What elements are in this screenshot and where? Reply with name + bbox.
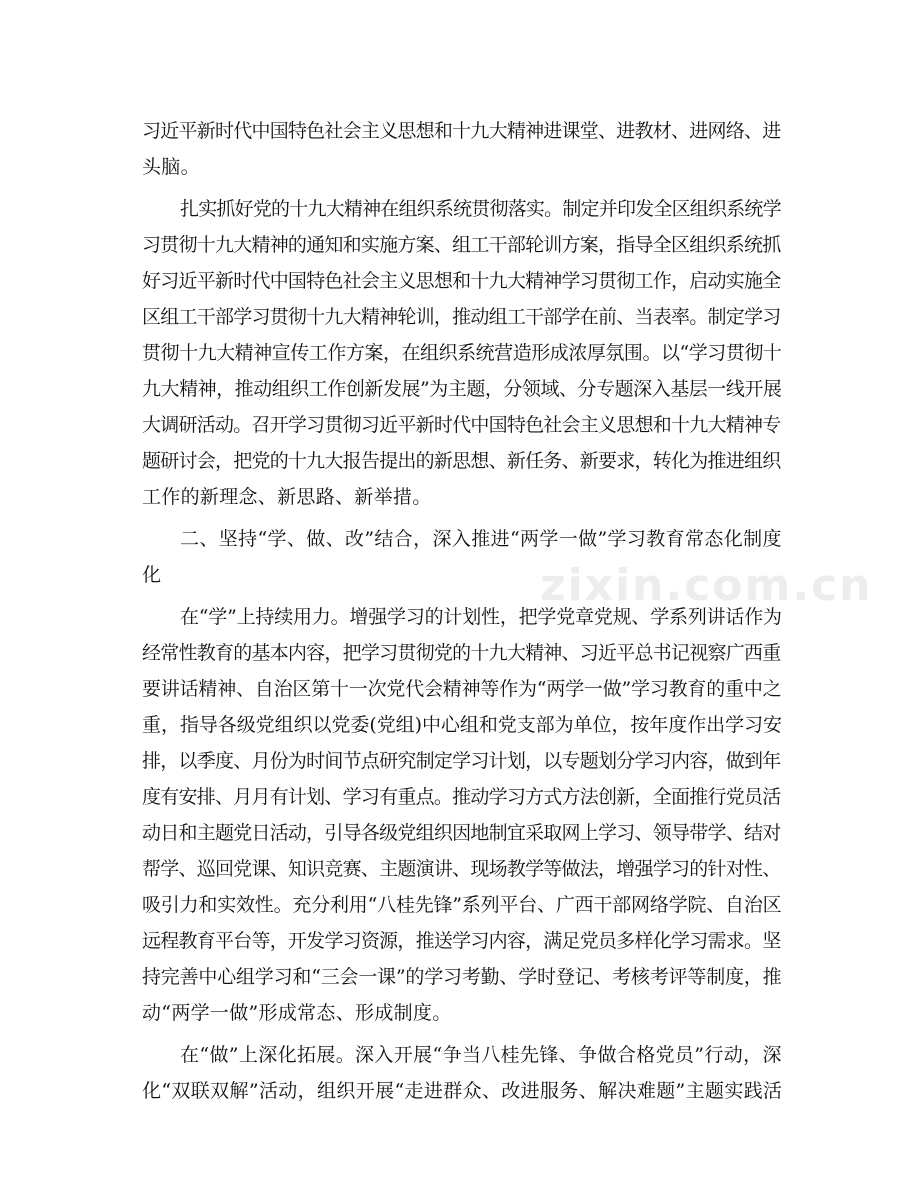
watermark: zixin.com.cn: [540, 560, 873, 611]
document-line: 吸引力和实效性。充分利用“八桂先锋”系列平台、广西干部网络学院、自治区: [142, 894, 782, 916]
document-line: 远程教育平台等，开发学习资源，推送学习内容，满足党员多样化学习需求。坚: [142, 930, 781, 952]
document-line: 经常性教育的基本内容，把学习贯彻党的十九大精神、习近平总书记视察广西重: [142, 642, 781, 664]
document-line: 化“双联双解”活动，组织开展“走进群众、改进服务、解决难题”主题实践活: [142, 1080, 783, 1102]
document-line: 要讲话精神、自治区第十一次党代会精神等作为“两学一做”学习教育的重中之: [142, 678, 782, 700]
document-line: 持完善中心组学习和“三会一课”的学习考勤、学时登记、考核考评等制度，推: [142, 966, 782, 988]
document-line: 二、坚持“学、做、改”结合，深入推进“两学一做”学习教育常态化制度: [180, 528, 782, 550]
document-line: 动日和主题党日活动，引导各级党组织因地制宜采取网上学习、领导带学、结对: [142, 822, 781, 844]
document-line: 九大精神，推动组织工作创新发展”为主题，分领域、分专题深入基层一线开展: [142, 378, 782, 400]
document-line: 扎实抓好党的十九大精神在组织系统贯彻落实。制定并印发全区组织系统学: [180, 198, 781, 220]
document-line: 好习近平新时代中国特色社会主义思想和十九大精神学习贯彻工作，启动实施全: [142, 270, 781, 292]
document-line: 贯彻十九大精神宣传工作方案，在组织系统营造形成浓厚氛围。以“学习贯彻十: [142, 342, 782, 364]
document-line: 头脑。: [142, 156, 200, 178]
document-line: 排，以季度、月份为时间节点研究制定学习计划，以专题划分学习内容，做到年: [142, 750, 781, 772]
document-line: 题研讨会，把党的十九大报告提出的新思想、新任务、新要求，转化为推进组织: [142, 450, 781, 472]
document-line: 度有安排、月月有计划、学习有重点。推动学习方式方法创新，全面推行党员活: [142, 786, 781, 808]
document-line: 习近平新时代中国特色社会主义思想和十九大精神进课堂、进教材、进网络、进: [142, 120, 781, 142]
document-line: 重，指导各级党组织以党委(党组)中心组和党支部为单位，按年度作出学习安: [142, 714, 782, 736]
document-line: 工作的新理念、新思路、新举措。: [142, 486, 432, 508]
document-line: 大调研活动。召开学习贯彻习近平新时代中国特色社会主义思想和十九大精神专: [142, 414, 781, 436]
document-line: 动“两学一做”形成常态、形成制度。: [142, 1002, 452, 1024]
document-line: 区组工干部学习贯彻十九大精神轮训，推动组工干部学在前、当表率。制定学习: [142, 306, 781, 328]
document-line: 在“学”上持续用力。增强学习的计划性，把学党章党规、学系列讲话作为: [180, 606, 782, 628]
document-line: 在“做”上深化拓展。深入开展“争当八桂先锋、争做合格党员”行动，深: [180, 1044, 782, 1066]
document-line: 帮学、巡回党课、知识竞赛、主题演讲、现场教学等做法，增强学习的针对性、: [142, 858, 781, 880]
document-line: 习贯彻十九大精神的通知和实施方案、组工干部轮训方案，指导全区组织系统抓: [142, 234, 781, 256]
document-line: 化: [142, 564, 162, 586]
